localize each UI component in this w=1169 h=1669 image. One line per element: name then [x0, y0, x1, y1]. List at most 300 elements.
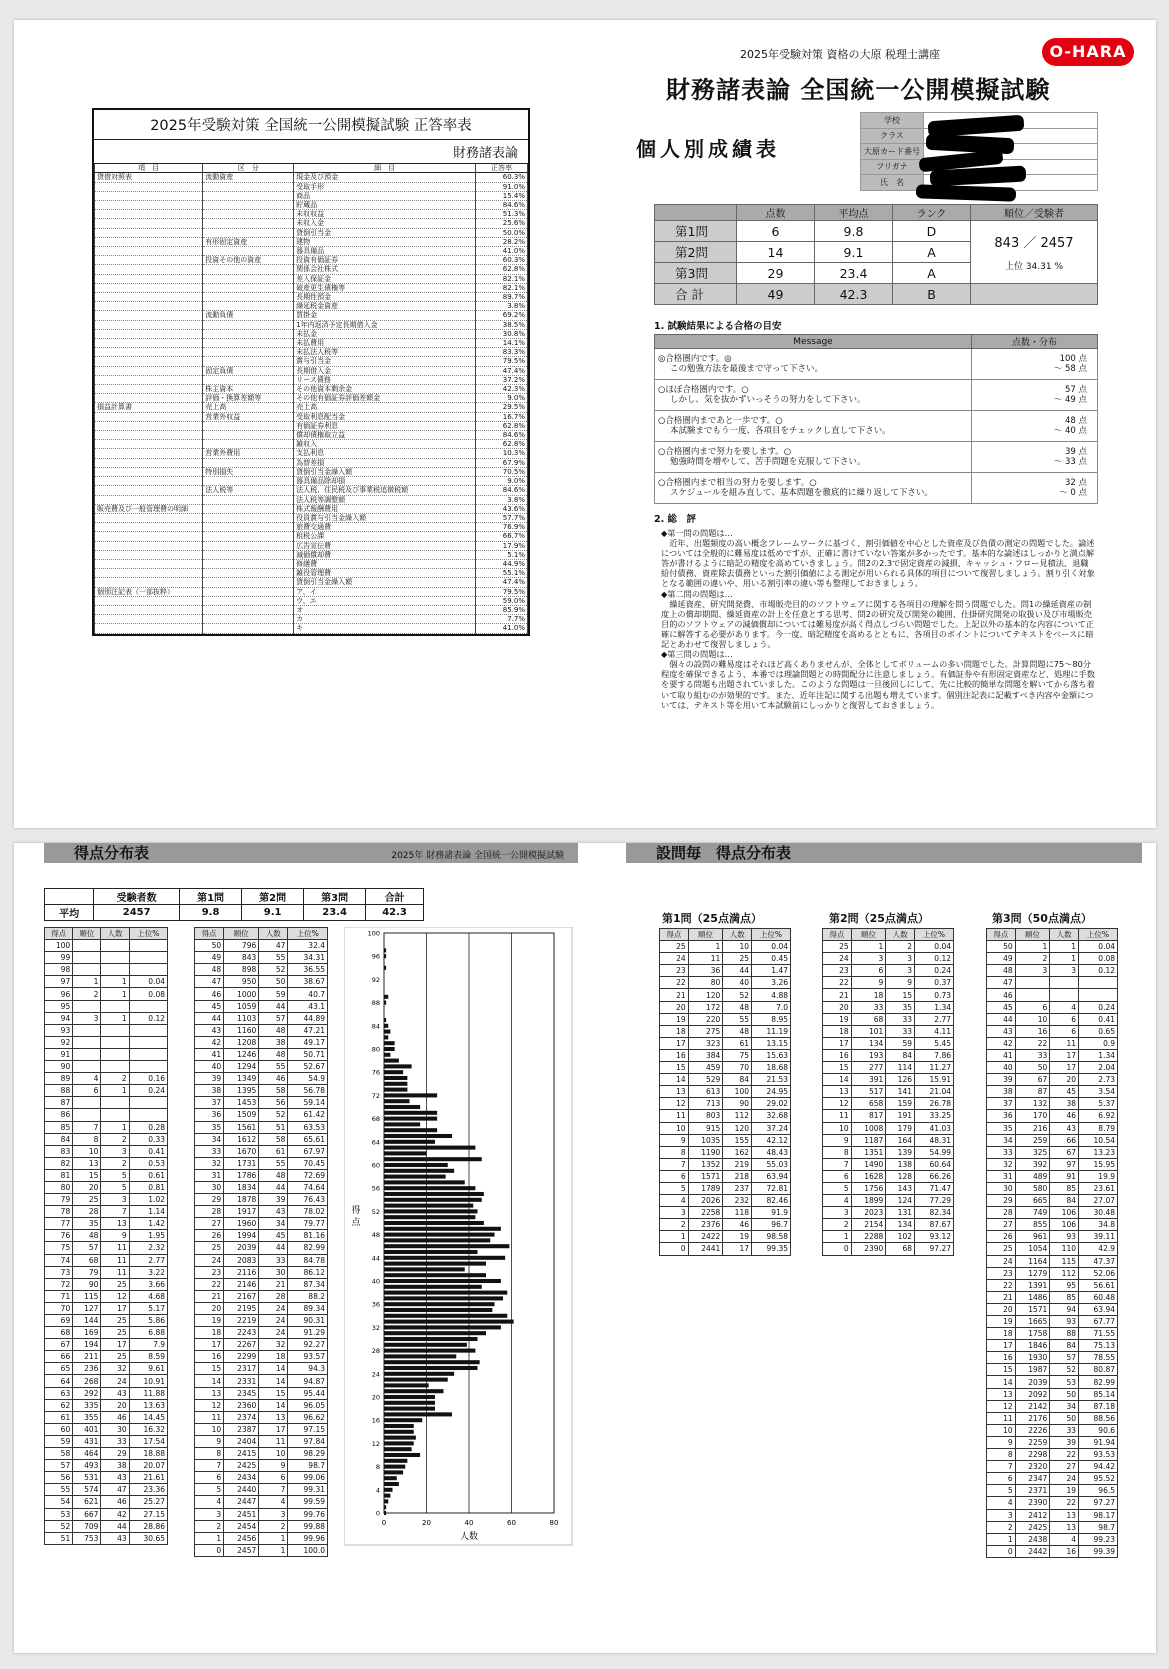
answer-cell — [95, 182, 203, 191]
distribution-cell: 16 — [1015, 1025, 1050, 1037]
answer-row — [95, 265, 528, 274]
distribution-cell: 2 — [987, 1521, 1016, 1533]
distribution-cell: 15 — [886, 989, 915, 1001]
distribution-cell: 33 — [987, 1146, 1016, 1158]
distribution-cell: 13 — [660, 1086, 689, 1098]
pass-guide-row — [655, 473, 1098, 504]
rank-cell-blank — [971, 284, 1098, 305]
distribution-row — [45, 1399, 168, 1411]
histogram-bar — [384, 1325, 501, 1329]
distribution-cell: 6 — [73, 1085, 101, 1097]
distribution-cell: 23.36 — [129, 1484, 167, 1496]
distribution-cell: 96 — [45, 988, 73, 1000]
distribution-cell: 87.67 — [915, 1219, 954, 1231]
distribution-cell — [73, 1061, 101, 1073]
distribution-cell: 67 — [1015, 1074, 1050, 1086]
distribution-cell: 33 — [195, 1145, 224, 1157]
distribution-cell: 134 — [851, 1037, 886, 1049]
distribution-cell: 232 — [723, 1195, 752, 1207]
histogram-bar — [384, 1030, 390, 1034]
distribution-cell: 2 — [73, 988, 101, 1000]
distribution-cell — [73, 1000, 101, 1012]
answer-cell: 法人税、住民税及び事業税追徴税額 — [294, 486, 476, 495]
answer-cell: 未収入金 — [294, 219, 476, 228]
distribution-row — [195, 1169, 328, 1181]
distribution-cell: 93 — [45, 1024, 73, 1036]
distribution-row — [987, 1436, 1118, 1448]
distribution-cell: 2422 — [688, 1231, 723, 1243]
distribution-row — [195, 1024, 328, 1036]
distribution-cell: 48 — [987, 965, 1016, 977]
distribution-cell: 23 — [823, 965, 852, 977]
distribution-cell — [1015, 977, 1050, 989]
guide-message — [655, 473, 972, 504]
answer-rate: 9.0% — [476, 394, 528, 403]
distribution-cell: 84 — [723, 1074, 752, 1086]
distribution-cell: 0.12 — [1079, 965, 1118, 977]
distribution-row — [987, 965, 1118, 977]
histogram-bar — [384, 1070, 403, 1074]
distribution-cell: 17 — [101, 1339, 129, 1351]
distribution-cell: 55 — [723, 1013, 752, 1025]
answer-cell — [95, 302, 203, 311]
distribution-cell: 18.88 — [129, 1448, 167, 1460]
distribution-row — [195, 1181, 328, 1193]
column-header: 順位 — [73, 928, 101, 940]
histogram-bar — [384, 1163, 448, 1167]
distribution-cell: 1994 — [224, 1230, 259, 1242]
distribution-cell: 7.0 — [752, 1001, 791, 1013]
answer-cell: 法人税等調整額 — [294, 495, 476, 504]
distribution-cell: 0.37 — [915, 977, 954, 989]
answer-row — [95, 247, 528, 256]
score-cell: 6 — [737, 221, 815, 242]
histogram-bar — [384, 1059, 399, 1063]
distribution-cell: 46 — [723, 1219, 752, 1231]
distribution-cell: 45 — [1050, 1086, 1079, 1098]
distribution-cell: 87.34 — [288, 1278, 328, 1290]
distribution-cell: 144 — [73, 1315, 101, 1327]
answer-cell: 売上高 — [203, 403, 294, 412]
distribution-cell: 43 — [987, 1025, 1016, 1037]
distribution-row — [660, 1025, 791, 1037]
score-cell: 9.8 — [815, 221, 893, 242]
distribution-cell: 47 — [259, 940, 288, 952]
distribution-cell: 118 — [723, 1207, 752, 1219]
answer-rate: 43.6% — [476, 504, 528, 513]
y-tick-label: 24 — [371, 1370, 380, 1379]
distribution-row — [823, 989, 954, 1001]
distribution-cell: 46 — [1050, 1110, 1079, 1122]
distribution-cell: 47 — [195, 976, 224, 988]
answer-cell: 未払費用 — [294, 339, 476, 348]
column-header: 得点 — [195, 928, 224, 940]
average-value: 2457 — [94, 905, 180, 921]
distribution-cell: 34 — [195, 1133, 224, 1145]
distribution-cell: 24 — [823, 953, 852, 965]
distribution-cell: 81.16 — [288, 1230, 328, 1242]
distribution-row — [823, 1146, 954, 1158]
distribution-cell: 159 — [886, 1098, 915, 1110]
distribution-cell: 1000 — [224, 988, 259, 1000]
distribution-cell: 10 — [73, 1145, 101, 1157]
distribution-cell: 30 — [195, 1181, 224, 1193]
y-tick-label: 20 — [371, 1393, 380, 1402]
answer-cell — [95, 283, 203, 292]
distribution-row — [823, 1182, 954, 1194]
answer-cell — [95, 421, 203, 430]
answer-row — [95, 283, 528, 292]
answer-cell: 買掛金 — [294, 311, 476, 320]
histogram-bar — [384, 1134, 452, 1138]
distribution-row — [195, 1363, 328, 1375]
distribution-cell: 99.88 — [288, 1520, 328, 1532]
answer-cell — [203, 283, 294, 292]
y-tick-label: 40 — [371, 1277, 380, 1286]
distribution-row — [660, 989, 791, 1001]
distribution-row — [823, 1243, 954, 1255]
distribution-cell: 58 — [259, 1085, 288, 1097]
answer-cell: 繰延税金資産 — [294, 302, 476, 311]
distribution-cell: 15 — [660, 1062, 689, 1074]
distribution-cell: 1.42 — [129, 1218, 167, 1230]
column-header: 得点 — [823, 929, 852, 941]
distribution-cell — [73, 1097, 101, 1109]
distribution-cell: 32 — [987, 1158, 1016, 1170]
distribution-cell: 44 — [101, 1520, 129, 1532]
distribution-row — [45, 940, 168, 952]
distribution-cell: 62 — [45, 1399, 73, 1411]
answer-cell — [95, 228, 203, 237]
distribution-cell: 3.26 — [752, 977, 791, 989]
distribution-cell: 78.55 — [1079, 1352, 1118, 1364]
distribution-cell: 94 — [45, 1012, 73, 1024]
histogram-bar — [384, 948, 386, 952]
distribution-cell: 48 — [195, 964, 224, 976]
answer-rate: 47.4% — [476, 366, 528, 375]
distribution-cell: 6 — [987, 1473, 1016, 1485]
distribution-cell: 67.97 — [288, 1145, 328, 1157]
histogram-bar — [384, 1221, 484, 1225]
distribution-cell: 46 — [259, 1073, 288, 1085]
distribution-cell: 55 — [259, 1061, 288, 1073]
distribution-cell: 20 — [195, 1302, 224, 1314]
distribution-row — [45, 1278, 168, 1290]
distribution-cell: 93.12 — [915, 1231, 954, 1243]
y-tick-label: 36 — [371, 1300, 380, 1309]
distribution-cell — [1015, 989, 1050, 1001]
distribution-cell: 7 — [101, 1206, 129, 1218]
distribution-row — [45, 1339, 168, 1351]
distribution-row — [45, 964, 168, 976]
distribution-row — [823, 1122, 954, 1134]
distribution-cell: 10.91 — [129, 1375, 167, 1387]
histogram-bar — [384, 1186, 475, 1190]
answer-cell: 有形固定資産 — [203, 237, 294, 246]
distribution-cell: 0.04 — [129, 976, 167, 988]
answer-cell — [95, 191, 203, 200]
distribution-cell: 169 — [73, 1327, 101, 1339]
answer-cell — [95, 329, 203, 338]
distribution-row — [45, 1145, 168, 1157]
distribution-cell: 99.59 — [288, 1496, 328, 1508]
distribution-cell: 392 — [1015, 1158, 1050, 1170]
distribution-cell: 49 — [987, 953, 1016, 965]
answer-cell: 為替差損 — [294, 458, 476, 467]
distribution-cell: 1187 — [851, 1134, 886, 1146]
distribution-cell: 10.54 — [1079, 1134, 1118, 1146]
answer-cell — [95, 578, 203, 587]
distribution-cell: 2345 — [224, 1387, 259, 1399]
answer-cell — [95, 532, 203, 541]
distribution-cell: 2023 — [851, 1207, 886, 1219]
distribution-cell: 85 — [1050, 1182, 1079, 1194]
distribution-cell: 489 — [1015, 1170, 1050, 1182]
distribution-cell: 2092 — [1015, 1388, 1050, 1400]
histogram-bar — [384, 1018, 386, 1022]
distribution-cell: 55 — [259, 952, 288, 964]
distribution-row — [987, 1049, 1118, 1061]
distribution-cell: 2 — [101, 1073, 129, 1085]
answer-cell: 貸倒引当金繰入額 — [294, 467, 476, 476]
histogram-bar — [384, 1151, 427, 1155]
distribution-cell: 0.9 — [1079, 1037, 1118, 1049]
distribution-cell: 2320 — [1015, 1461, 1050, 1473]
distribution-cell: 35 — [195, 1121, 224, 1133]
student-field-label: フリガナ — [861, 159, 924, 175]
distribution-cell: 90.31 — [288, 1315, 328, 1327]
distribution-cell: 1103 — [224, 1012, 259, 1024]
distribution-cell: 7 — [660, 1158, 689, 1170]
distribution-cell: 2387 — [224, 1423, 259, 1435]
distribution-cell: 17.54 — [129, 1435, 167, 1447]
distribution-cell — [129, 1036, 167, 1048]
distribution-cell: 59 — [259, 988, 288, 1000]
distribution-cell: 2374 — [224, 1411, 259, 1423]
distribution-cell: 51 — [45, 1532, 73, 1544]
distribution-cell: 41 — [195, 1048, 224, 1060]
distribution-cell: 2412 — [1015, 1509, 1050, 1521]
distribution-cell: 1834 — [224, 1181, 259, 1193]
distribution-cell: 90 — [73, 1278, 101, 1290]
distribution-cell: 2404 — [224, 1435, 259, 1447]
column-header: 点数・分布 — [972, 335, 1098, 349]
range-bottom: ～ 0 点 — [1059, 488, 1087, 498]
distribution-cell: 20 — [73, 1181, 101, 1193]
answer-cell — [95, 339, 203, 348]
distribution-cell: 47 — [101, 1484, 129, 1496]
answer-rate: 30.8% — [476, 329, 528, 338]
distribution-cell: 13 — [823, 1086, 852, 1098]
distribution-cell: 15.91 — [915, 1074, 954, 1086]
distribution-cell: 1 — [1015, 941, 1050, 953]
answer-row — [95, 256, 528, 265]
distribution-cell: 4 — [987, 1497, 1016, 1509]
score-table — [654, 204, 1098, 305]
answer-cell — [203, 532, 294, 541]
distribution-cell: 42 — [987, 1037, 1016, 1049]
answer-cell: 現金及び預金 — [294, 173, 476, 182]
student-field-label: 氏 名 — [861, 175, 924, 191]
y-tick-label: 32 — [371, 1323, 380, 1332]
distribution-cell: 50 — [1015, 1062, 1050, 1074]
distribution-cell: 4 — [1050, 1001, 1079, 1013]
answer-row — [95, 449, 528, 458]
answer-row — [95, 173, 528, 182]
distribution-cell: 127 — [73, 1302, 101, 1314]
distribution-cell — [101, 1048, 129, 1060]
distribution-row — [195, 1532, 328, 1544]
distribution-cell: 1960 — [224, 1218, 259, 1230]
answer-cell: 租税公課 — [294, 532, 476, 541]
distribution-row — [987, 989, 1118, 1001]
q1-title: 第1問（25点満点） — [662, 912, 762, 925]
distribution-row — [45, 988, 168, 1000]
distribution-cell: 1 — [1050, 941, 1079, 953]
distribution-cell: 63.94 — [752, 1170, 791, 1182]
distribution-cell: 25 — [101, 1327, 129, 1339]
review-paragraph: 繰延資産、研究開発費、市場販売目的のソフトウェアに関する各項目の理解を問う問題でした。問1の繰延資産の制度上の償却期間、繰延資産の計上を任意とする思考、問2の研究及び開発の範囲、仕掛研究開発の取扱い及び市場販売目的のソフトウェアの減価償却については難易度が高く得点しづらい問題でした。上記以外の基本的な内容について正確に解答する必要があります。今一度、暗記精度を高めるとともに、各項目のポイントについてテキストをベースに暗記とあわせて復習しましょう。 — [661, 598, 1095, 650]
distribution-cell: 63.94 — [1079, 1303, 1118, 1315]
distribution-cell: 25 — [987, 1243, 1016, 1255]
distribution-cell: 2083 — [224, 1254, 259, 1266]
distribution-row — [195, 1290, 328, 1302]
distribution-row — [45, 1315, 168, 1327]
distribution-cell: 0.24 — [129, 1085, 167, 1097]
distribution-row — [45, 1254, 168, 1266]
histogram-bar — [384, 1088, 407, 1092]
distribution-cell: 18 — [195, 1327, 224, 1339]
distribution-cell: 21 — [823, 989, 852, 1001]
distribution-row — [823, 1049, 954, 1061]
distribution-cell: 57 — [45, 1460, 73, 1472]
distribution-cell: 120 — [723, 1122, 752, 1134]
distribution-cell: 292 — [73, 1387, 101, 1399]
header-row — [660, 929, 791, 941]
answer-row — [95, 320, 528, 329]
distribution-cell: 580 — [1015, 1182, 1050, 1194]
distribution-cell: 44 — [259, 1000, 288, 1012]
histogram-bar — [384, 1169, 454, 1173]
distribution-cell: 2371 — [1015, 1485, 1050, 1497]
distribution-cell: 7 — [195, 1460, 224, 1472]
distribution-cell: 16 — [660, 1049, 689, 1061]
distribution-cell: 0.33 — [129, 1133, 167, 1145]
distribution-row — [45, 1121, 168, 1133]
answer-cell — [95, 366, 203, 375]
distribution-cell: 2.04 — [1079, 1062, 1118, 1074]
distribution-cell: 49 — [195, 952, 224, 964]
distribution-cell: 33 — [1015, 1049, 1050, 1061]
distribution-cell: 40.7 — [288, 988, 328, 1000]
histogram-bar — [384, 1343, 467, 1347]
answer-cell — [95, 247, 203, 256]
distribution-cell: 28 — [195, 1206, 224, 1218]
distribution-cell: 0.45 — [752, 953, 791, 965]
distribution-cell: 10 — [823, 1122, 852, 1134]
score-cell: D — [893, 221, 971, 242]
distribution-cell: 54.99 — [915, 1146, 954, 1158]
distribution-cell: 1246 — [224, 1048, 259, 1060]
answer-row — [95, 605, 528, 614]
distribution-cell: 0.41 — [1079, 1013, 1118, 1025]
column-header — [45, 889, 94, 905]
distribution-cell: 38 — [195, 1085, 224, 1097]
distribution-row — [823, 953, 954, 965]
distribution-row — [195, 1048, 328, 1060]
distribution-cell: 60.64 — [915, 1158, 954, 1170]
distribution-cell: 325 — [1015, 1146, 1050, 1158]
answer-cell: 貸倒引当金繰入額 — [294, 578, 476, 587]
distribution-row — [987, 1497, 1118, 1509]
distribution-row — [195, 1242, 328, 1254]
distribution-cell: 2116 — [224, 1266, 259, 1278]
range-top: 100 点 — [1059, 354, 1087, 364]
distribution-cell: 52 — [1050, 1364, 1079, 1376]
distribution-row — [660, 1158, 791, 1170]
answer-rate: 47.4% — [476, 578, 528, 587]
distribution-cell: 132 — [1015, 1098, 1050, 1110]
distribution-cell: 13 — [101, 1218, 129, 1230]
answer-cell — [95, 357, 203, 366]
answer-cell: 営業外収益 — [203, 412, 294, 421]
column-header: 第3問 — [304, 889, 366, 905]
distribution-row — [195, 1073, 328, 1085]
distribution-cell: 56.61 — [1079, 1279, 1118, 1291]
answer-cell — [203, 201, 294, 210]
distribution-cell: 17 — [823, 1037, 852, 1049]
distribution-row — [45, 1496, 168, 1508]
distribution-page — [14, 843, 1156, 1653]
distribution-cell: 1930 — [1015, 1352, 1050, 1364]
distribution-row — [987, 1376, 1118, 1388]
range-bottom: ～ 58 点 — [1053, 364, 1087, 374]
distribution-cell: 0 — [823, 1243, 852, 1255]
distribution-cell: 8.95 — [752, 1013, 791, 1025]
distribution-cell: 1846 — [1015, 1340, 1050, 1352]
distribution-cell: 1395 — [224, 1085, 259, 1097]
range-bottom: ～ 40 点 — [1053, 426, 1087, 436]
distribution-cell: 92.27 — [288, 1339, 328, 1351]
distribution-cell: 5.86 — [129, 1315, 167, 1327]
distribution-cell: 5.17 — [129, 1302, 167, 1314]
distribution-cell: 88.2 — [288, 1290, 328, 1302]
distribution-cell: 99.06 — [288, 1472, 328, 1484]
distribution-row — [987, 1424, 1118, 1436]
distribution-cell: 2.77 — [915, 1013, 954, 1025]
answer-rate: 62.8% — [476, 265, 528, 274]
distribution-cell: 8 — [195, 1448, 224, 1460]
distribution-cell: 70.45 — [288, 1157, 328, 1169]
distribution-row — [45, 1532, 168, 1544]
distribution-cell: 89 — [45, 1073, 73, 1085]
distribution-cell: 2176 — [1015, 1412, 1050, 1424]
distribution-cell: 15.95 — [1079, 1158, 1118, 1170]
distribution-cell: 54.9 — [288, 1073, 328, 1085]
answer-cell — [203, 440, 294, 449]
distribution-cell: 61 — [45, 1411, 73, 1423]
distribution-row — [195, 1278, 328, 1290]
distribution-row — [823, 1134, 954, 1146]
distribution-cell: 139 — [886, 1146, 915, 1158]
distribution-cell: 143 — [886, 1182, 915, 1194]
question-label: 合 計 — [655, 284, 737, 305]
answer-row — [95, 394, 528, 403]
column-header: 順位／受験者 — [971, 205, 1098, 221]
distribution-cell: 1.34 — [1079, 1049, 1118, 1061]
answer-row — [95, 339, 528, 348]
distribution-cell: 13 — [987, 1388, 1016, 1400]
